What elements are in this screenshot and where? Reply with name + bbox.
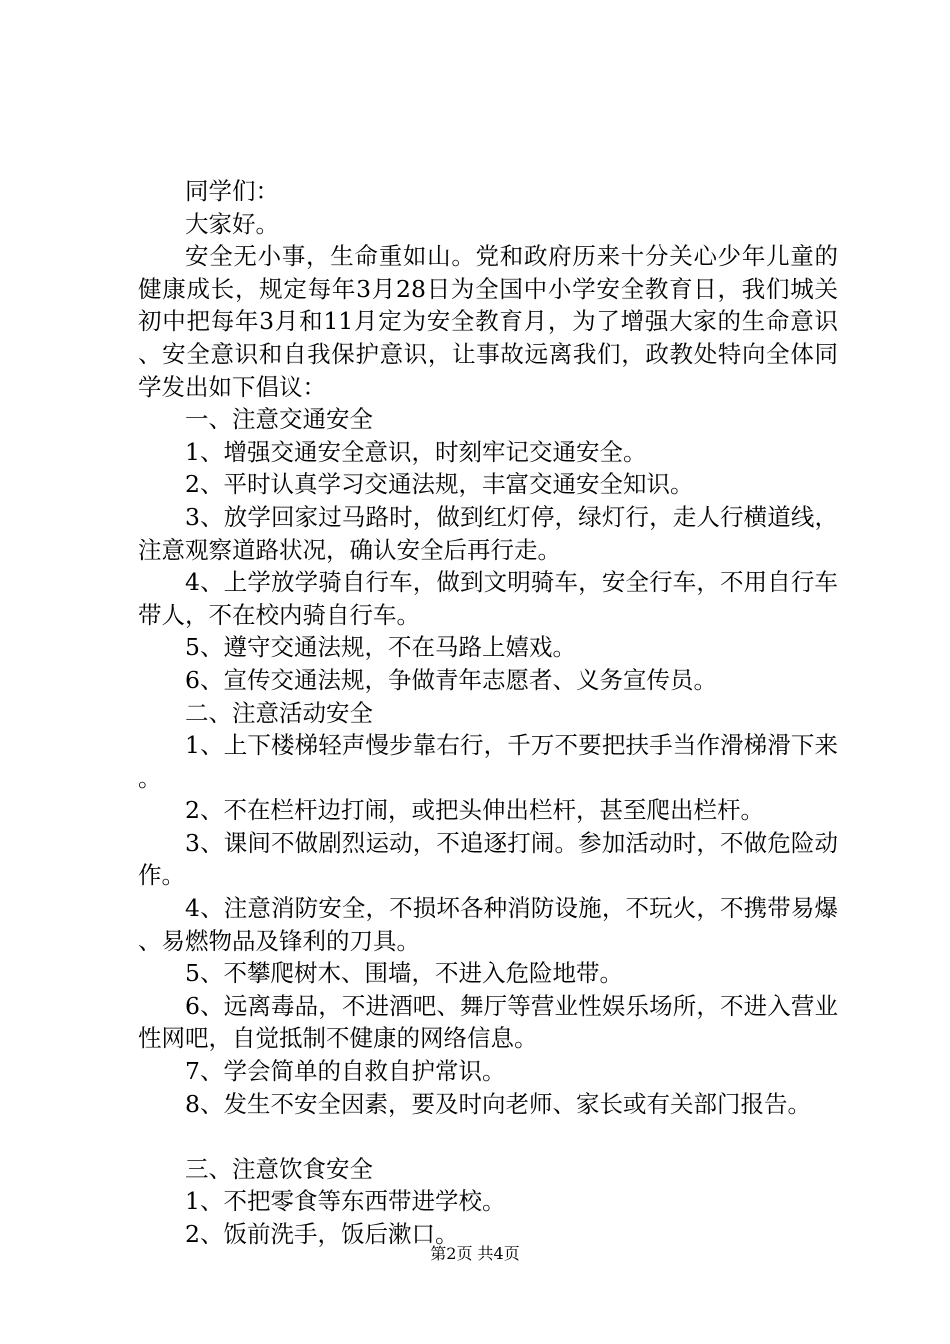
page-number-footer: 第2页 共4页: [430, 1244, 520, 1263]
activity-item-7: 7、学会简单的自救自护常识。: [185, 1057, 506, 1086]
section-heading-food: 三、注意饮食安全: [185, 1154, 373, 1183]
activity-item-6: 6、远离毒品，不进酒吧、舞厅等营业性娱乐场所，不进入营业性网吧，自觉抵制不健康的网络信息。: [138, 991, 838, 1053]
section-heading-activity: 二、注意活动安全: [185, 698, 373, 727]
activity-item-1: 1、上下楼梯轻声慢步靠右行，千万不要把扶手当作滑梯滑下来。: [138, 731, 838, 792]
activity-item-8: 8、发生不安全因素，要及时向老师、家长或有关部门报告。: [185, 1089, 811, 1118]
food-item-2: 2、饭前洗手，饭后漱口。: [185, 1220, 459, 1248]
activity-item-2: 2、不在栏杆边打闹，或把头伸出栏杆，甚至爬出栏杆。: [185, 796, 764, 825]
activity-item-3: 3、课间不做剧烈运动，不追逐打闹。参加活动时，不做危险动作。: [138, 828, 838, 890]
greeting: 大家好。: [185, 209, 279, 238]
activity-item-5: 5、不攀爬树木、围墙，不进入危险地带。: [185, 959, 623, 988]
activity-item-4: 4、注意消防安全，不损坏各种消防设施，不玩火，不携带易爆、易燃物品及锋利的刀具。: [138, 894, 838, 955]
document-body: [138, 175, 838, 1251]
traffic-item-3: 3、放学回家过马路时，做到红灯停，绿灯行，走人行横道线，注意观察道路状况，确认安全后再行走。: [138, 502, 838, 564]
traffic-item-5: 5、遵守交通法规，不在马路上嬉戏。: [185, 633, 576, 662]
intro-paragraph: 安全无小事，生命重如山。党和政府历来十分关心少年儿童的健康成长，规定每年3月28日为全国中小学安全教育日，我们城关初中把每年3月和11月定为安全教育月，为了增强大家的生命意识、安全意识和自我保护意识，让事故远离我们，政教处特向全体同学发出如下倡议：: [138, 242, 838, 401]
salutation: 同学们：: [185, 177, 279, 205]
traffic-item-2: 2、平时认真学习交通法规，丰富交通安全知识。: [185, 470, 694, 499]
blank-line: [138, 1120, 838, 1153]
section-heading-traffic: 一、注意交通安全: [185, 405, 373, 434]
traffic-item-4: 4、上学放学骑自行车，做到文明骑车，安全行车，不用自行车带人，不在校内骑自行车。: [138, 568, 838, 629]
traffic-item-6: 6、宣传交通法规，争做青年志愿者、义务宣传员。: [185, 665, 717, 694]
food-item-1: 1、不把零食等东西带进学校。: [185, 1187, 506, 1216]
traffic-item-1: 1、增强交通安全意识，时刻牢记交通安全。: [185, 437, 647, 466]
